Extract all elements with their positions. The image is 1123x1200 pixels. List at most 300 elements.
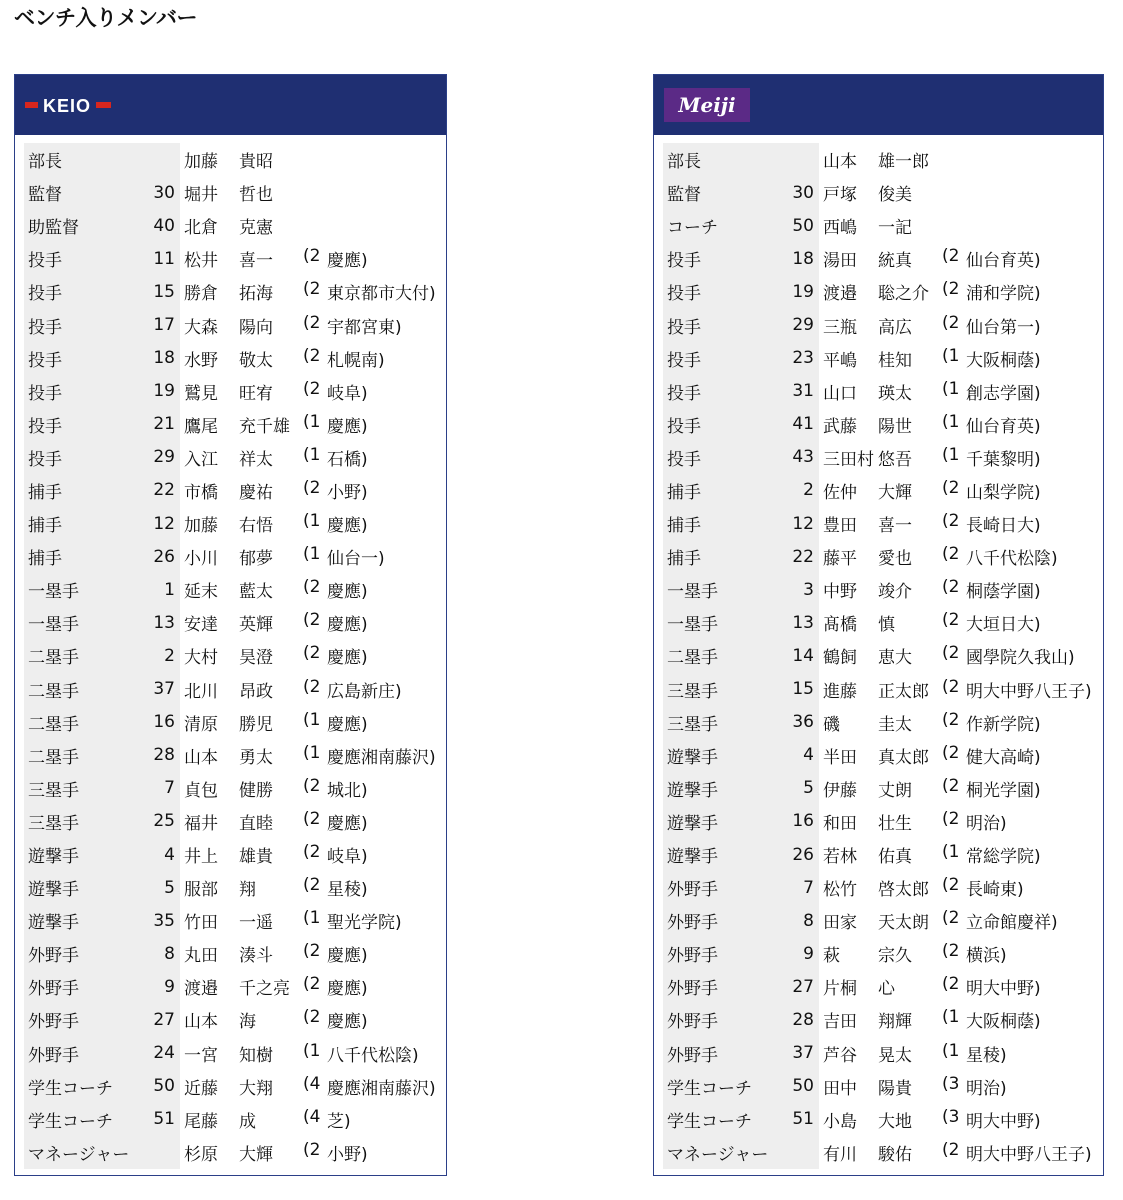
position-cell: 外野手 xyxy=(663,970,773,1003)
position-cell: 学生コーチ xyxy=(663,1103,773,1136)
uniform-number-cell: 3 xyxy=(773,573,819,606)
school: 立命館慶祥) xyxy=(966,913,1058,934)
grade: (1 xyxy=(942,444,960,465)
table-row xyxy=(663,706,1094,739)
position-cell: 一塁手 xyxy=(663,573,773,606)
last-name: 田中 xyxy=(823,1078,857,1099)
school: 慶應) xyxy=(327,516,368,537)
grade: (2 xyxy=(942,610,960,631)
grade-school-cell xyxy=(303,511,368,536)
uniform-number-cell: 15 xyxy=(773,673,819,706)
first-name: 壮生 xyxy=(878,813,912,834)
position-cell: コーチ xyxy=(663,209,773,242)
uniform-number-cell: 2 xyxy=(134,639,180,672)
last-name: 北川 xyxy=(184,681,218,702)
first-name: 竣介 xyxy=(878,582,912,603)
grade: (2 xyxy=(942,577,960,598)
player-name-cell xyxy=(819,1007,942,1032)
keio-roster-table xyxy=(24,143,437,1169)
grade-school-cell xyxy=(303,1007,368,1032)
school: 慶應) xyxy=(327,582,368,603)
grade-school-cell xyxy=(303,445,368,470)
uniform-number-cell: 51 xyxy=(134,1103,180,1136)
position-cell: 遊撃手 xyxy=(663,838,773,871)
keio-header xyxy=(15,75,446,135)
player-name-cell xyxy=(819,941,942,966)
table-row xyxy=(663,772,1094,805)
player-name-cell xyxy=(180,643,303,668)
table-row xyxy=(663,838,1094,871)
uniform-number-cell: 2 xyxy=(773,474,819,507)
position-cell: 監督 xyxy=(24,176,134,209)
position-cell: 遊撃手 xyxy=(24,871,134,904)
last-name: 渡邉 xyxy=(184,979,218,1000)
position-cell: 助監督 xyxy=(24,209,134,242)
school: 常総学院) xyxy=(966,847,1041,868)
grade: (2 xyxy=(942,246,960,267)
uniform-number-cell: 19 xyxy=(134,375,180,408)
position-cell: 遊撃手 xyxy=(24,838,134,871)
grade-school-cell xyxy=(942,279,1041,304)
grade: (1 xyxy=(942,378,960,399)
position-cell: 三塁手 xyxy=(663,706,773,739)
player-name-cell xyxy=(819,379,942,404)
player-name-cell xyxy=(180,941,303,966)
first-name: 大輝 xyxy=(239,1144,273,1165)
uniform-number-cell: 8 xyxy=(134,937,180,970)
last-name: 豊田 xyxy=(823,516,857,537)
last-name: 丸田 xyxy=(184,946,218,967)
grade-school-cell xyxy=(303,643,368,668)
position-cell: 捕手 xyxy=(663,540,773,573)
grade: (1 xyxy=(942,842,960,863)
grade-school-cell xyxy=(303,577,368,602)
grade: (2 xyxy=(942,312,960,333)
grade: (2 xyxy=(303,610,321,631)
school: 長崎日大) xyxy=(966,516,1041,537)
position-cell: 部長 xyxy=(663,143,773,176)
table-row xyxy=(24,904,437,937)
grade-school-cell xyxy=(303,1074,436,1099)
grade-school-cell xyxy=(942,809,1007,834)
player-name-cell xyxy=(819,908,942,933)
last-name: 市橋 xyxy=(184,482,218,503)
uniform-number-cell: 28 xyxy=(134,739,180,772)
player-name-cell xyxy=(180,677,303,702)
last-name: 加藤 xyxy=(184,152,218,173)
table-row xyxy=(24,507,437,540)
player-name-cell xyxy=(180,544,303,569)
player-name-cell xyxy=(180,412,303,437)
grade-school-cell xyxy=(942,445,1041,470)
school: 慶應湘南藤沢) xyxy=(327,1078,436,1099)
uniform-number-cell: 36 xyxy=(773,706,819,739)
grade-school-cell xyxy=(942,346,1041,371)
position-cell: 二塁手 xyxy=(24,639,134,672)
last-name: 鶴飼 xyxy=(823,648,857,669)
grade-school-cell xyxy=(303,279,436,304)
player-name-cell xyxy=(819,842,942,867)
position-cell: 学生コーチ xyxy=(24,1070,134,1103)
position-cell: 外野手 xyxy=(663,1037,773,1070)
uniform-number-cell: 50 xyxy=(773,209,819,242)
grade: (1 xyxy=(303,1040,321,1061)
school: 芝) xyxy=(327,1111,351,1132)
player-name-cell xyxy=(819,511,942,536)
school: 慶應) xyxy=(327,946,368,967)
last-name: 杉原 xyxy=(184,1144,218,1165)
first-name: 直睦 xyxy=(239,813,273,834)
grade-school-cell xyxy=(303,610,368,635)
school: 明治) xyxy=(966,813,1007,834)
grade: (2 xyxy=(303,808,321,829)
first-name: 丈朗 xyxy=(878,780,912,801)
meiji-logo-text: Meiji xyxy=(678,93,736,117)
uniform-number-cell: 37 xyxy=(773,1037,819,1070)
grade-school-cell xyxy=(942,246,1041,271)
table-row xyxy=(24,1103,437,1136)
player-name-cell xyxy=(180,511,303,536)
first-name: 旺宥 xyxy=(239,383,273,404)
position-cell: 監督 xyxy=(663,176,773,209)
school: 桐光学園) xyxy=(966,780,1041,801)
first-name: 喜一 xyxy=(878,516,912,537)
uniform-number-cell: 12 xyxy=(773,507,819,540)
grade: (2 xyxy=(303,477,321,498)
grade: (1 xyxy=(942,411,960,432)
uniform-number-cell: 31 xyxy=(773,375,819,408)
school: 仙台一) xyxy=(327,549,385,570)
first-name: 陽貴 xyxy=(878,1078,912,1099)
player-name-cell xyxy=(180,875,303,900)
first-name: 宗久 xyxy=(878,946,912,967)
uniform-number-cell: 30 xyxy=(773,176,819,209)
position-cell: 一塁手 xyxy=(24,573,134,606)
last-name: 磯 xyxy=(823,714,840,735)
table-row xyxy=(663,639,1094,672)
table-row xyxy=(24,209,437,242)
grade-school-cell xyxy=(942,1007,1041,1032)
position-cell: 一塁手 xyxy=(24,606,134,639)
school: 石橋) xyxy=(327,449,368,470)
grade: (2 xyxy=(942,941,960,962)
last-name: 有川 xyxy=(823,1144,857,1165)
position-cell: 三塁手 xyxy=(24,805,134,838)
position-cell: マネージャー xyxy=(24,1136,134,1169)
grade: (3 xyxy=(942,1073,960,1094)
first-name: 知樹 xyxy=(239,1045,273,1066)
table-row xyxy=(663,1037,1094,1070)
table-row xyxy=(663,606,1094,639)
table-row xyxy=(663,673,1094,706)
last-name: 清原 xyxy=(184,714,218,735)
last-name: 西嶋 xyxy=(823,218,857,239)
player-name-cell xyxy=(819,1041,942,1066)
last-name: 中野 xyxy=(823,582,857,603)
uniform-number-cell: 7 xyxy=(773,871,819,904)
table-row xyxy=(663,275,1094,308)
first-name: 一遥 xyxy=(239,913,273,934)
first-name: 千之亮 xyxy=(239,979,290,1000)
player-name-cell xyxy=(180,577,303,602)
player-name-cell xyxy=(180,710,303,735)
first-name: 瑛太 xyxy=(878,383,912,404)
first-name: 恵大 xyxy=(878,648,912,669)
meiji-roster-panel xyxy=(653,74,1104,1176)
position-cell: 捕手 xyxy=(663,507,773,540)
grade-school-cell xyxy=(303,974,368,999)
school: 明大中野八王子) xyxy=(966,1144,1092,1165)
grade-school-cell xyxy=(303,776,368,801)
table-row xyxy=(24,970,437,1003)
player-name-cell xyxy=(819,677,942,702)
uniform-number-cell: 9 xyxy=(134,970,180,1003)
school: 聖光学院) xyxy=(327,913,402,934)
grade: (2 xyxy=(303,941,321,962)
player-name-cell xyxy=(180,610,303,635)
uniform-number-cell: 17 xyxy=(134,308,180,341)
last-name: 髙橋 xyxy=(823,615,857,636)
grade-school-cell xyxy=(942,1140,1092,1165)
grade-school-cell xyxy=(303,412,368,437)
first-name: 慶祐 xyxy=(239,482,273,503)
player-name-cell xyxy=(180,445,303,470)
grade: (2 xyxy=(942,1139,960,1160)
uniform-number-cell: 29 xyxy=(773,308,819,341)
first-name: 翔輝 xyxy=(878,1012,912,1033)
grade-school-cell xyxy=(303,1140,368,1165)
position-cell: 遊撃手 xyxy=(663,805,773,838)
grade-school-cell xyxy=(303,710,368,735)
school: 大阪桐蔭) xyxy=(966,350,1041,371)
table-row xyxy=(24,474,437,507)
school: 宇都宮東) xyxy=(327,317,402,338)
player-name-cell xyxy=(180,379,303,404)
last-name: 堀井 xyxy=(184,185,218,206)
first-name: 高広 xyxy=(878,317,912,338)
player-name-cell xyxy=(819,743,942,768)
grade: (2 xyxy=(303,643,321,664)
last-name: 一宮 xyxy=(184,1045,218,1066)
player-name-cell xyxy=(819,875,942,900)
last-name: 若林 xyxy=(823,847,857,868)
grade: (2 xyxy=(942,709,960,730)
school: 札幌南) xyxy=(327,350,385,371)
table-row xyxy=(24,408,437,441)
last-name: 藤平 xyxy=(823,549,857,570)
table-row xyxy=(24,242,437,275)
first-name: 心 xyxy=(878,979,895,1000)
grade: (2 xyxy=(303,345,321,366)
table-row xyxy=(663,805,1094,838)
first-name: 真太郎 xyxy=(878,747,929,768)
last-name: 渡邉 xyxy=(823,284,857,305)
last-name: 鷹尾 xyxy=(184,416,218,437)
table-row xyxy=(24,275,437,308)
first-name: 健勝 xyxy=(239,780,273,801)
grade: (2 xyxy=(303,577,321,598)
uniform-number-cell: 7 xyxy=(134,772,180,805)
table-row xyxy=(663,904,1094,937)
first-name: 昊澄 xyxy=(239,648,273,669)
table-row xyxy=(663,507,1094,540)
uniform-number-cell: 22 xyxy=(773,540,819,573)
last-name: 片桐 xyxy=(823,979,857,1000)
grade-school-cell xyxy=(942,511,1041,536)
grade: (2 xyxy=(303,312,321,333)
grade: (2 xyxy=(303,279,321,300)
uniform-number-cell: 28 xyxy=(773,1003,819,1036)
school: 仙台育英) xyxy=(966,416,1041,437)
first-name: 雄貴 xyxy=(239,847,273,868)
last-name: 加藤 xyxy=(184,516,218,537)
first-name: 晃太 xyxy=(878,1045,912,1066)
school: 小野) xyxy=(327,1144,368,1165)
grade-school-cell xyxy=(942,908,1058,933)
first-name: 翔 xyxy=(239,880,256,901)
grade: (2 xyxy=(942,974,960,995)
last-name: 小島 xyxy=(823,1111,857,1132)
player-name-cell xyxy=(180,279,303,304)
first-name: 成 xyxy=(239,1111,256,1132)
table-row xyxy=(24,143,437,176)
grade-school-cell xyxy=(303,743,436,768)
keio-logo-text: KEIO xyxy=(42,96,92,116)
grade: (1 xyxy=(303,742,321,763)
grade-school-cell xyxy=(303,313,402,338)
last-name: 進藤 xyxy=(823,681,857,702)
table-row xyxy=(663,1070,1094,1103)
position-cell: 投手 xyxy=(24,408,134,441)
school: 山梨学院) xyxy=(966,482,1041,503)
keio-roster-panel xyxy=(14,74,447,1176)
last-name: 鷲見 xyxy=(184,383,218,404)
position-cell: 学生コーチ xyxy=(663,1070,773,1103)
school: 大垣日大) xyxy=(966,615,1041,636)
first-name: 喜一 xyxy=(239,251,273,272)
position-cell: 部長 xyxy=(24,143,134,176)
grade: (2 xyxy=(303,875,321,896)
grade: (3 xyxy=(942,1106,960,1127)
player-name-cell xyxy=(180,974,303,999)
player-name-cell xyxy=(819,478,942,503)
position-cell: 二塁手 xyxy=(24,739,134,772)
player-name-cell xyxy=(180,1140,303,1165)
table-row xyxy=(663,937,1094,970)
school: 慶應) xyxy=(327,416,368,437)
position-cell: 投手 xyxy=(663,275,773,308)
uniform-number-cell: 22 xyxy=(134,474,180,507)
first-name: 啓太郎 xyxy=(878,880,929,901)
position-cell: 外野手 xyxy=(663,937,773,970)
first-name: 右悟 xyxy=(239,516,273,537)
last-name: 松竹 xyxy=(823,880,857,901)
grade-school-cell xyxy=(942,478,1041,503)
position-cell: 外野手 xyxy=(663,871,773,904)
school: 作新学院) xyxy=(966,714,1041,735)
uniform-number-cell: 18 xyxy=(134,342,180,375)
grade: (1 xyxy=(303,411,321,432)
position-cell: 外野手 xyxy=(24,1037,134,1070)
grade-school-cell xyxy=(942,610,1041,635)
school: 大阪桐蔭) xyxy=(966,1012,1041,1033)
grade: (2 xyxy=(942,477,960,498)
uniform-number-cell: 14 xyxy=(773,639,819,672)
first-name: 貴昭 xyxy=(239,152,273,173)
player-name-cell xyxy=(819,246,942,271)
first-name: 海 xyxy=(239,1012,256,1033)
last-name: 大村 xyxy=(184,648,218,669)
school: 桐蔭学園) xyxy=(966,582,1041,603)
uniform-number-cell: 25 xyxy=(134,805,180,838)
table-row xyxy=(24,1136,437,1169)
position-cell: 投手 xyxy=(663,441,773,474)
grade: (1 xyxy=(942,345,960,366)
grade: (2 xyxy=(942,279,960,300)
uniform-number-cell: 27 xyxy=(134,1003,180,1036)
first-name: 統真 xyxy=(878,251,912,272)
grade-school-cell xyxy=(303,677,402,702)
position-cell: 捕手 xyxy=(24,507,134,540)
first-name: 佑真 xyxy=(878,847,912,868)
player-name-cell xyxy=(180,346,303,371)
uniform-number-cell: 27 xyxy=(773,970,819,1003)
table-row xyxy=(24,739,437,772)
page-title: ベンチ入りメンバー xyxy=(14,6,198,30)
grade-school-cell xyxy=(942,776,1041,801)
school: 横浜) xyxy=(966,946,1007,967)
uniform-number-cell xyxy=(134,1136,180,1169)
grade-school-cell xyxy=(303,1107,351,1132)
grade: (2 xyxy=(942,908,960,929)
last-name: 竹田 xyxy=(184,913,218,934)
school: 慶應) xyxy=(327,813,368,834)
school: 城北) xyxy=(327,780,368,801)
player-name-cell xyxy=(180,842,303,867)
first-name: 勇太 xyxy=(239,747,273,768)
school: 慶應) xyxy=(327,1012,368,1033)
grade: (2 xyxy=(942,676,960,697)
table-row xyxy=(24,639,437,672)
grade-school-cell xyxy=(303,842,368,867)
table-row xyxy=(24,1003,437,1036)
position-cell: 外野手 xyxy=(24,937,134,970)
table-row xyxy=(24,375,437,408)
player-name-cell xyxy=(819,147,942,172)
grade: (2 xyxy=(303,676,321,697)
first-name: 敬太 xyxy=(239,350,273,371)
grade: (2 xyxy=(303,1007,321,1028)
position-cell: 二塁手 xyxy=(24,706,134,739)
first-name: 雄一郎 xyxy=(878,152,929,173)
last-name: 芦谷 xyxy=(823,1045,857,1066)
grade: (2 xyxy=(942,544,960,565)
first-name: 俊美 xyxy=(878,185,912,206)
position-cell: 遊撃手 xyxy=(663,772,773,805)
first-name: 郁夢 xyxy=(239,549,273,570)
uniform-number-cell: 18 xyxy=(773,242,819,275)
school: 慶應) xyxy=(327,979,368,1000)
grade-school-cell xyxy=(303,544,385,569)
player-name-cell xyxy=(180,478,303,503)
last-name: 三瓶 xyxy=(823,317,857,338)
uniform-number-cell: 51 xyxy=(773,1103,819,1136)
last-name: 戸塚 xyxy=(823,185,857,206)
grade-school-cell xyxy=(303,1041,419,1066)
first-name: 正太郎 xyxy=(878,681,929,702)
last-name: 三田村 xyxy=(823,449,874,470)
first-name: 哲也 xyxy=(239,185,273,206)
